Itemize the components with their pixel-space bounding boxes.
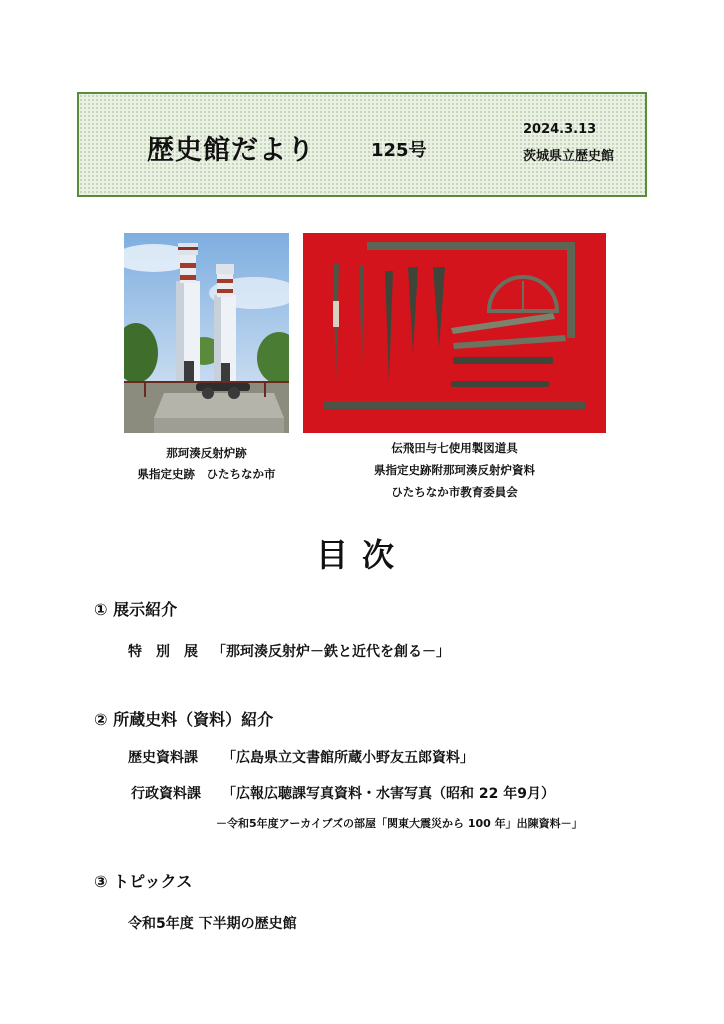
toc-section-exhibition: ① 展示紹介 xyxy=(94,600,178,619)
furnace-site-photo xyxy=(124,233,289,433)
toc-item-title: 令和5年度 下半期の歴史館 xyxy=(128,916,297,932)
publisher-name: 茨城県立歴史館 xyxy=(523,149,615,164)
toc-item-title: 「那珂湊反射炉－鉄と近代を創る－」 xyxy=(212,644,450,660)
newsletter-title: 歴史館だより xyxy=(147,135,315,166)
toc-item-category: 行政資料課 xyxy=(131,786,201,802)
toc-item-title: 「広島県立文書館所蔵小野友五郎資料」 xyxy=(222,750,474,766)
toc-section-topics: ③ トピックス xyxy=(94,872,193,891)
toc-item-title: 「広報広聴課写真資料・水害写真（昭和 22 年9月） xyxy=(222,786,555,802)
right-photo-caption-owner: ひたちなか市教育委員会 xyxy=(391,485,518,499)
left-photo-caption-designation: 県指定史跡 ひたちなか市 xyxy=(137,467,276,481)
toc-item-category: 特 別 展 xyxy=(128,644,198,660)
toc-item-subtitle: －令和5年度アーカイブズの部屋「関東大震災から 100 年」出陳資料－」 xyxy=(216,817,583,830)
right-photo-caption-title: 伝飛田与七使用製図道具 xyxy=(391,441,518,455)
toc-title: 目次 xyxy=(315,536,408,574)
left-photo-caption-title: 那珂湊反射炉跡 xyxy=(166,446,247,460)
drafting-tools-photo xyxy=(303,233,606,433)
publication-date: 2024.3.13 xyxy=(523,122,597,137)
toc-item-category: 歴史資料課 xyxy=(128,750,198,766)
issue-number: 125号 xyxy=(371,140,427,161)
toc-section-collections: ② 所蔵史料（資料）紹介 xyxy=(94,710,274,729)
right-photo-caption-designation: 県指定史跡附那珂湊反射炉資料 xyxy=(374,463,535,477)
newsletter-header xyxy=(77,92,647,197)
